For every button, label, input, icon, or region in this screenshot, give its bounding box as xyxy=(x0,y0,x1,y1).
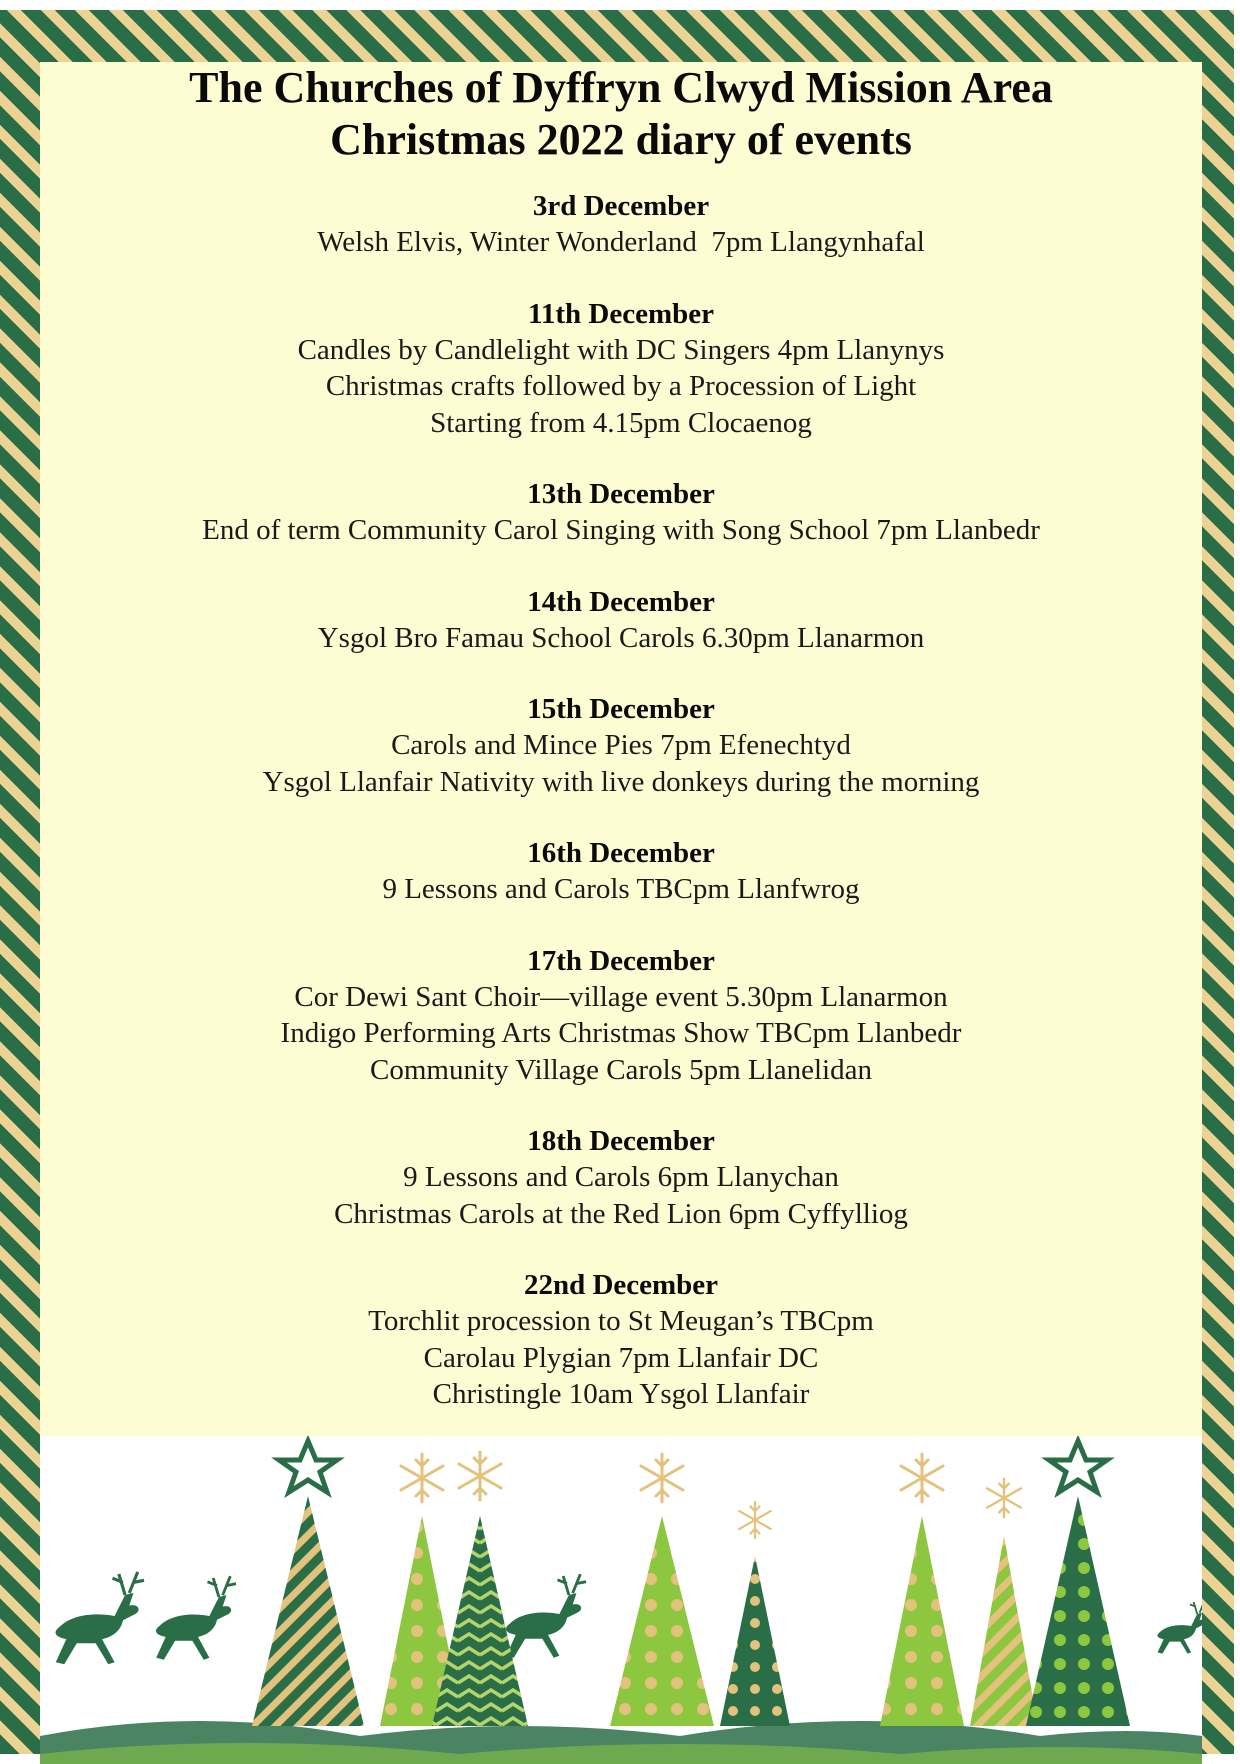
event-line: Christmas Carols at the Red Lion 6pm Cyffylliog xyxy=(334,1197,908,1230)
event-date: 18th December xyxy=(527,1125,715,1157)
event-line: Christmas crafts followed by a Procession of Light xyxy=(325,370,917,402)
title-line-2: Christmas 2022 diary of events xyxy=(330,115,912,164)
event-date: 13th December xyxy=(527,478,715,510)
event-date: 15th December xyxy=(527,693,715,725)
event-line: Torchlit procession to St Meugan’s TBCpm xyxy=(368,1305,874,1337)
event-line: Ysgol Llanfair Nativity with live donkeys during the morning xyxy=(262,765,980,798)
event-line: Christingle 10am Ysgol Llanfair xyxy=(432,1378,810,1410)
poster-panel xyxy=(40,62,1202,1764)
event-line: Starting from 4.15pm Clocaenog xyxy=(430,406,812,439)
event-date: 16th December xyxy=(527,837,715,869)
event-13th-december xyxy=(40,476,1202,549)
event-line: End of term Community Carol Singing with Song School 7pm Llanbedr xyxy=(202,514,1040,546)
christmas-tree-scene xyxy=(40,1436,1202,1764)
event-line: 9 Lessons and Carols 6pm Llanychan xyxy=(403,1161,839,1193)
event-15th-december xyxy=(40,691,1202,800)
title-line-1: The Churches of Dyffryn Clwyd Mission Area xyxy=(189,63,1053,112)
event-line: Community Village Carols 5pm Llanelidan xyxy=(370,1053,872,1086)
event-18th-december xyxy=(40,1123,1202,1232)
event-11th-december xyxy=(40,296,1202,442)
event-22nd-december xyxy=(40,1267,1202,1413)
event-16th-december xyxy=(40,835,1202,908)
event-line: Cor Dewi Sant Choir—village event 5.30pm Llanarmon xyxy=(294,980,948,1013)
event-line: Indigo Performing Arts Christmas Show TBCpm Llanbedr xyxy=(280,1017,962,1049)
event-date: 14th December xyxy=(527,585,715,618)
striped-border xyxy=(0,10,1234,1754)
event-14th-december xyxy=(40,584,1202,657)
event-3rd-december xyxy=(40,188,1202,261)
page-title xyxy=(40,62,1202,166)
event-line: Carolau Plygian 7pm Llanfair DC xyxy=(423,1341,819,1374)
event-line: Ysgol Bro Famau School Carols 6.30pm Llanarmon xyxy=(317,621,925,654)
event-date: 22nd December xyxy=(523,1269,719,1301)
event-date: 3rd December xyxy=(532,190,710,222)
event-date: 11th December xyxy=(527,297,715,330)
event-line: Carols and Mince Pies 7pm Efenechtyd xyxy=(391,729,851,761)
event-line: Welsh Elvis, Winter Wonderland 7pm Llangynhafal xyxy=(317,226,925,258)
events-list xyxy=(40,188,1202,1448)
event-date: 17th December xyxy=(527,944,715,977)
tree-scene-svg xyxy=(40,1436,1202,1764)
event-17th-december xyxy=(40,943,1202,1089)
event-line: Candles by Candlelight with DC Singers 4pm Llanynys xyxy=(297,333,945,366)
event-line: 9 Lessons and Carols TBCpm Llanfwrog xyxy=(382,873,860,905)
